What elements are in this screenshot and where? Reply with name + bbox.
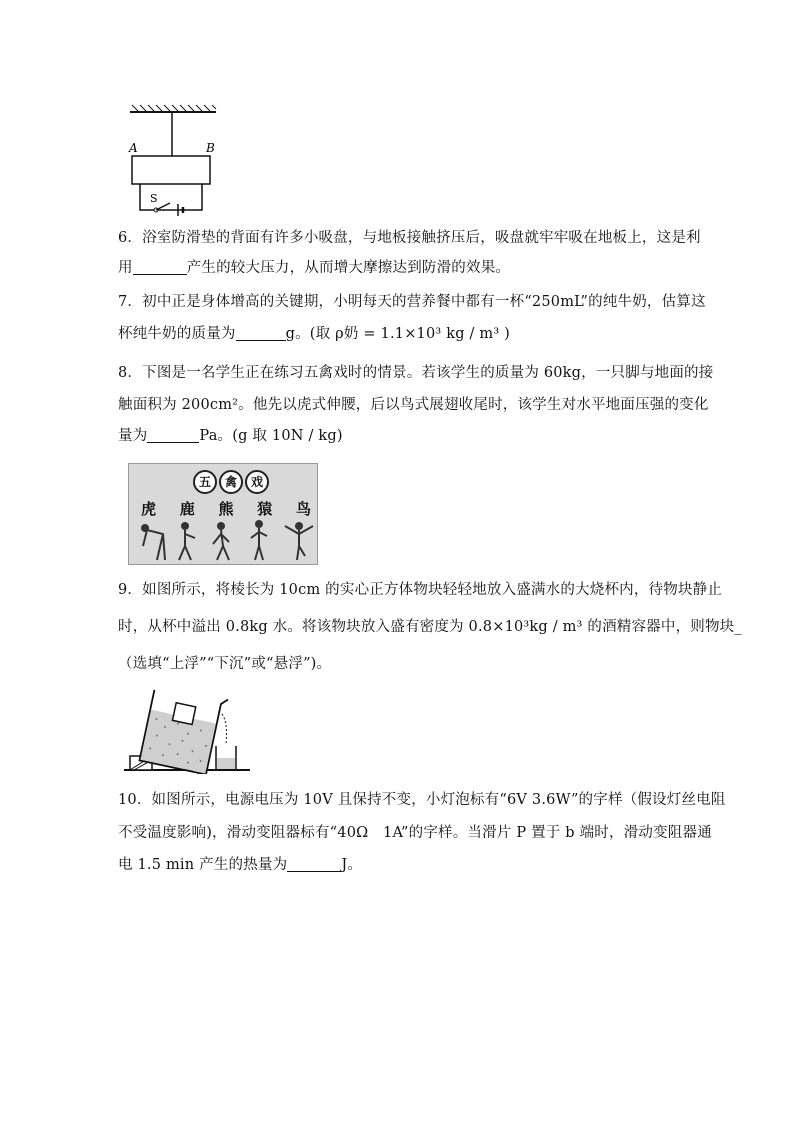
q6-line1: 6．浴室防滑垫的背面有许多小吸盘，与地板接触挤压后，吸盘就牢牢吸在地板上，这是利: [118, 230, 701, 246]
q9-line3: （选填“上浮”“下沉”或“悬浮”)。: [118, 656, 332, 672]
q8-line1: 8．下图是一名学生正在练习五禽戏时的情景。若该学生的质量为 60kg，一只脚与地面的接: [118, 365, 714, 381]
animal-names: 虎 鹿 熊 猿 鸟: [141, 500, 311, 518]
q8-line2: 触面积为 200cm²。他先以虎式伸腰，后以鸟式展翅收尾时，该学生对水平地面压强的变化: [118, 397, 709, 413]
answer-blank[interactable]: [236, 326, 286, 341]
q10-line2: 不受温度影响)，滑动变阻器标有“40Ω 1A”的字样。当滑片 P 置于 b 端时，滑动变阻器通: [118, 825, 712, 841]
answer-blank[interactable]: [287, 857, 341, 872]
answer-blank[interactable]: [133, 260, 187, 275]
q7-line2: 杯纯牛奶的质量为 g。(取 ρ奶 = 1.1×10³ kg / m³ ): [118, 326, 511, 342]
q10-line3: 电 1.5 min 产生的热量为 J。: [118, 857, 363, 873]
q9-line2: 时，从杯中溢出 0.8kg 水。将该物块放入盛有密度为 0.8×10³kg / m³ 的酒精容器中，则物块_: [118, 619, 742, 635]
answer-blank[interactable]: [147, 428, 199, 443]
electromagnet-figure: [118, 104, 228, 216]
overflow-beaker-figure: [124, 688, 250, 774]
q10-line1: 10．如图所示，电源电压为 10V 且保持不变，小灯泡标有“6V 3.6W”的字样（假设灯丝电阻: [118, 792, 726, 808]
q6-line2: 用 产生的较大压力，从而增大摩擦达到防滑的效果。: [118, 260, 511, 276]
label-b: B: [206, 141, 215, 155]
photo-title: 五 禽 戏: [193, 470, 269, 494]
label-a: A: [129, 141, 138, 155]
q8-line3: 量为 Pa。(g 取 10N / kg): [118, 428, 343, 444]
wuqinxi-photo: [128, 463, 318, 565]
q9-line1: 9．如图所示，将棱长为 10cm 的实心正方体物块轻轻地放入盛满水的大烧杯内，待物块静止: [118, 582, 723, 598]
exercise-figures: [129, 516, 317, 564]
label-s: S: [150, 192, 158, 205]
q7-line1: 7．初中正是身体增高的关键期，小明每天的营养餐中都有一杯“250mL”的纯牛奶，估算这: [118, 294, 706, 310]
